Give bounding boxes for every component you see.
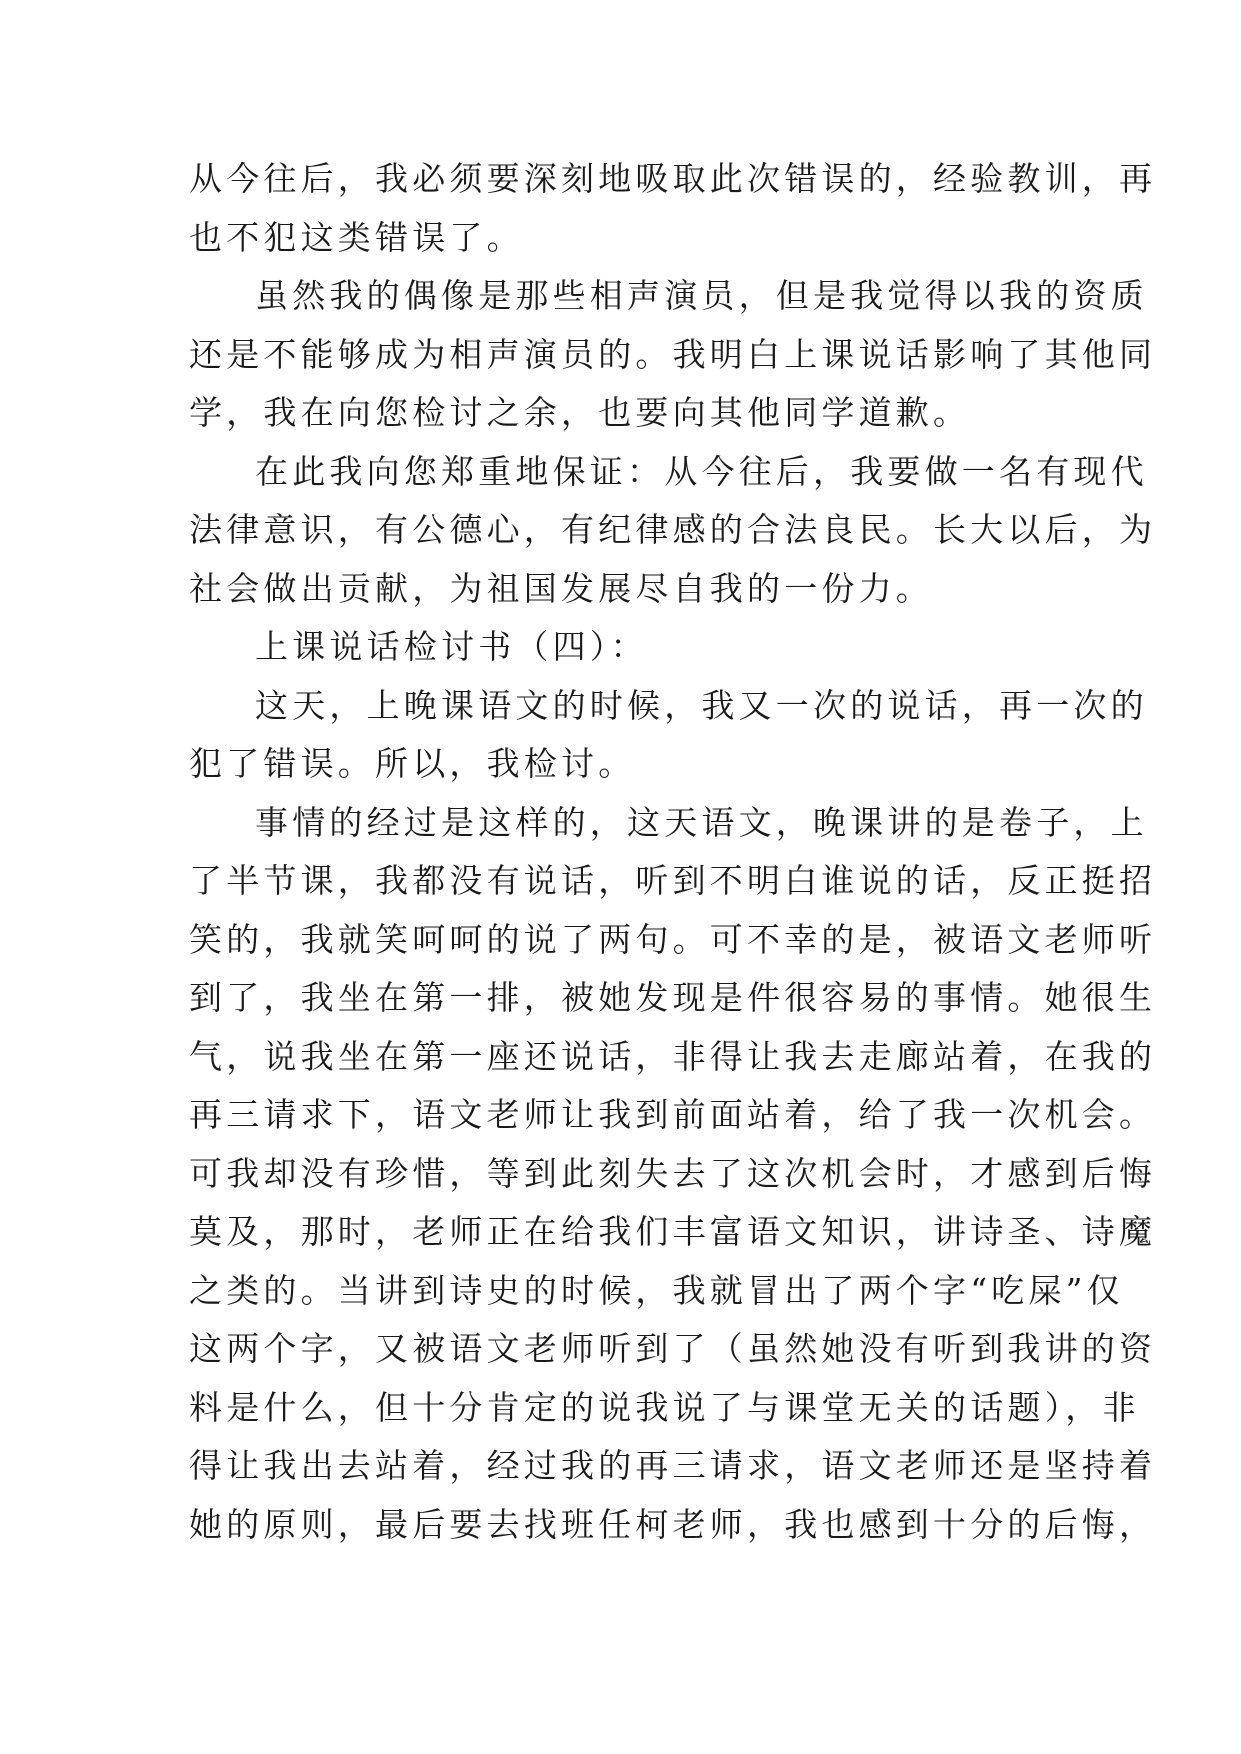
- text-line-4: 还是不能够成为相声演员的。我明白上课说话影响了其他同: [189, 334, 1157, 374]
- body-text: [189, 150, 1157, 1554]
- text-line-20: 之类的。当讲到诗史的时候，我就冒出了两个字“吃屎”仅: [189, 1270, 1124, 1310]
- text-line-18: 可我却没有珍惜，等到此刻失去了这次机会时，才感到后悔: [189, 1153, 1157, 1193]
- text-line-23: 得让我出去站着，经过我的再三请求，语文老师还是坚持着: [189, 1446, 1157, 1485]
- text-line-5: 学，我在向您检讨之余，也要向其他同学道歉。: [189, 393, 971, 432]
- text-line-12: 事情的经过是这样的，这天语文，晚课讲的是卷子，上: [255, 802, 1148, 842]
- text-line-14: 笑的，我就笑呵呵的说了两句。可不幸的是，被语文老师听: [189, 919, 1157, 959]
- text-line-3: 虽然我的偶像是那些相声演员，但是我觉得以我的资质: [255, 276, 1148, 315]
- section-heading: 上课说话检讨书（四）：: [255, 627, 648, 666]
- text-line-7: 法律意识，有公德心，有纪律感的合法良民。长大以后，为: [189, 510, 1157, 549]
- text-line-16: 气，说我坐在第一座还说话，非得让我去走廊站着，在我的: [189, 1036, 1157, 1076]
- text-line-13: 了半节课，我都没有说话，听到不明白谁说的话，反正挺招: [189, 861, 1157, 900]
- text-line-8: 社会做出贡献，为祖国发展尽自我的一份力。: [189, 568, 933, 608]
- text-line-15: 到了，我坐在第一排，被她发现是件很容易的事情。她很生: [189, 978, 1157, 1017]
- text-line-11: 犯了错误。所以，我检讨。: [189, 744, 636, 783]
- text-line-22: 料是什么，但十分肯定的说我说了与课堂无关的话题），非: [189, 1387, 1140, 1427]
- text-line-19: 莫及，那时，老师正在给我们丰富语文知识，讲诗圣、诗魔: [189, 1212, 1157, 1251]
- text-line-24: 她的原则，最后要去找班任柯老师，我也感到十分的后悔，: [189, 1504, 1157, 1544]
- text-line-2: 也不犯这类错误了。: [189, 217, 524, 257]
- text-line-1: 从今往后，我必须要深刻地吸取此次错误的，经验教训，再: [189, 159, 1157, 198]
- text-line-6: 在此我向您郑重地保证：从今往后，我要做一名有现代: [255, 451, 1148, 491]
- text-line-17: 再三请求下，语文老师让我到前面站着，给了我一次机会。: [189, 1095, 1157, 1134]
- text-line-21: 这两个字，又被语文老师听到了（虽然她没有听到我讲的资: [189, 1329, 1157, 1368]
- text-line-10: 这天，上晚课语文的时候，我又一次的说话，再一次的: [255, 685, 1148, 725]
